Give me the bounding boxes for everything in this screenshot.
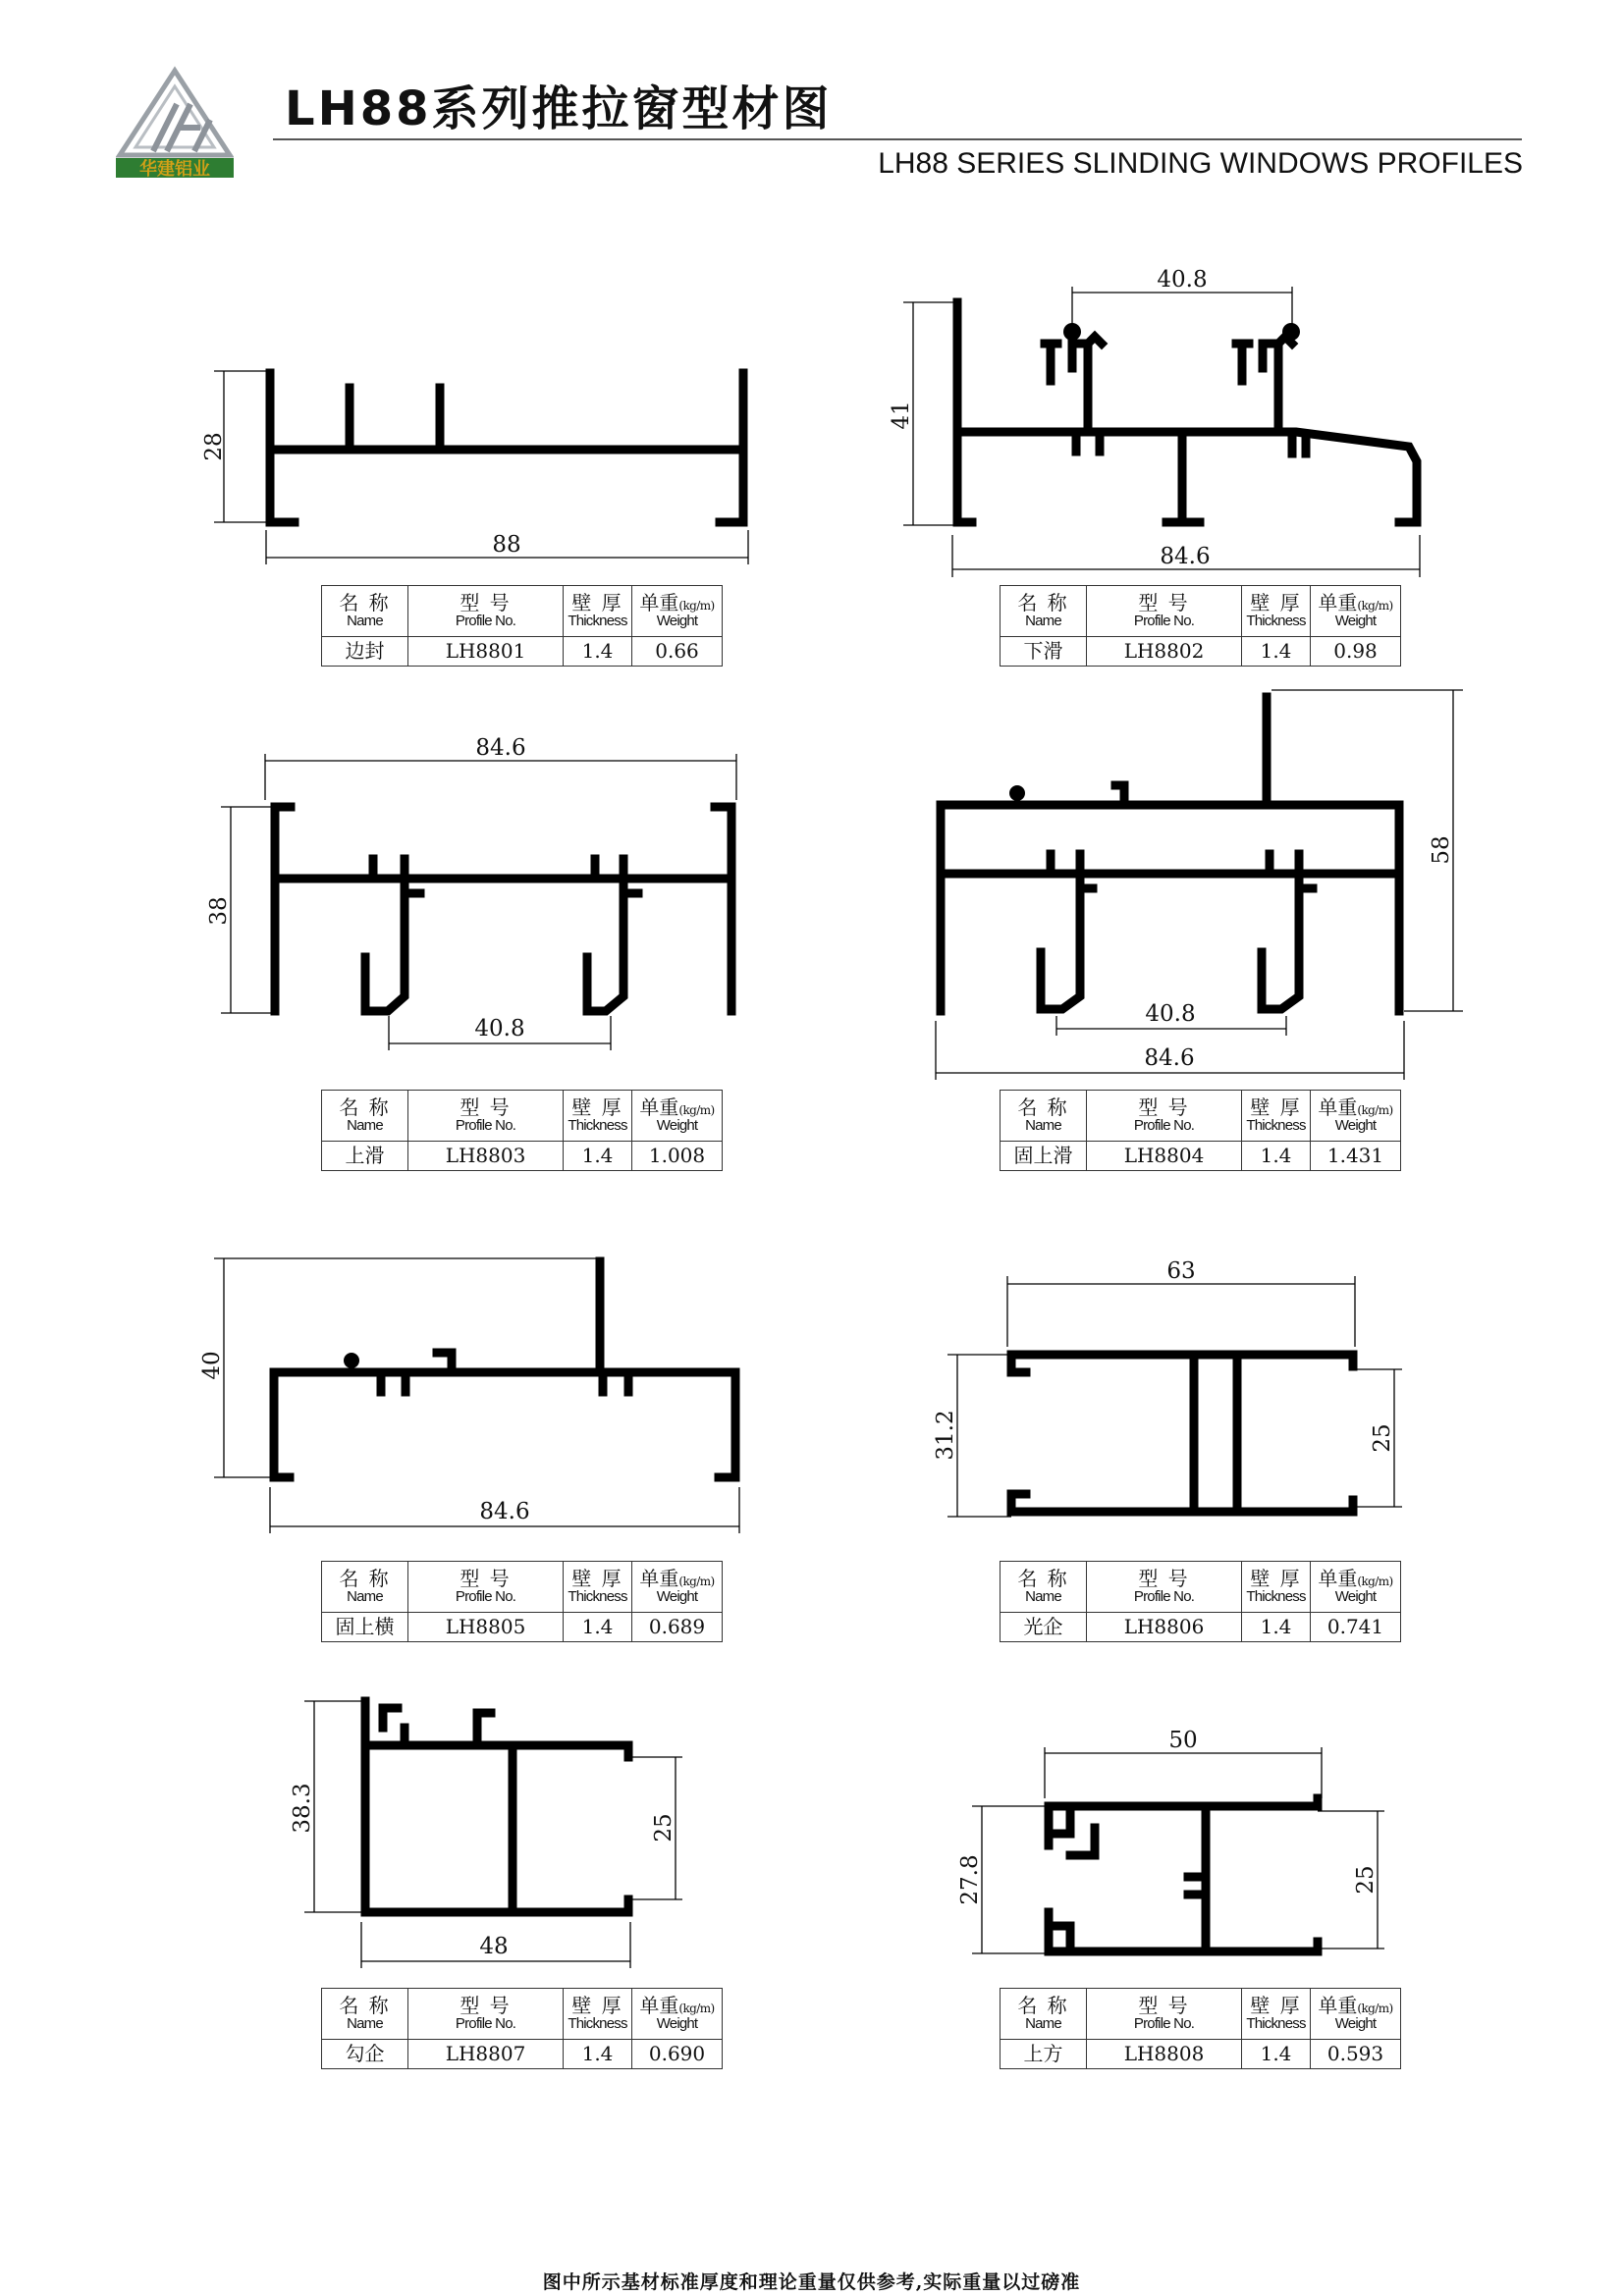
profile-number: LH8803 — [408, 1142, 564, 1171]
header-weight-unit: (kg/m) — [678, 599, 715, 614]
table-row — [322, 1613, 723, 1642]
page-title: LH88系列推拉窗型材图 — [285, 81, 833, 136]
header-thickness-en: Thickness — [568, 1117, 627, 1135]
header-weight-cn: 单重 — [1318, 1567, 1358, 1591]
profile-number: LH8806 — [1087, 1613, 1242, 1642]
header-profile-en: Profile No. — [1133, 2015, 1195, 2033]
header-weight-unit: (kg/m) — [1357, 599, 1393, 614]
dim-height: 58 — [1429, 835, 1454, 865]
header-weight-unit: (kg/m) — [678, 2002, 715, 2016]
header-thickness — [1242, 1989, 1311, 2040]
header-profile-cn: 型 号 — [460, 1994, 512, 2018]
header-profile — [408, 1091, 564, 1142]
header-weight-en: Weight — [656, 2015, 698, 2033]
dim-width: 84.6 — [1160, 544, 1211, 569]
profile-thickness: 1.4 — [564, 1142, 632, 1171]
dim-height: 27.8 — [957, 1854, 983, 1905]
profile-drawing-lh8803 — [206, 735, 736, 1050]
header-profile — [1087, 586, 1242, 637]
profile-name: 勾企 — [322, 2040, 408, 2069]
header-name — [322, 1091, 408, 1142]
header-weight — [1311, 1562, 1401, 1613]
profile-weight: 0.741 — [1311, 1613, 1401, 1642]
header-name-cn: 名 称 — [1017, 591, 1069, 615]
header-weight-unit: (kg/m) — [1357, 1575, 1393, 1589]
dim-height: 38 — [206, 896, 232, 926]
dim-height: 28 — [201, 432, 227, 461]
footer-note: 图中所示基材标准厚度和理论重量仅供参考,实际重量以过磅准 — [542, 2271, 1081, 2293]
dim-width: 84.6 — [1144, 1045, 1195, 1071]
profile-number: LH8801 — [408, 637, 564, 667]
profile-drawing-lh8805 — [199, 1258, 739, 1533]
profile-number: LH8804 — [1087, 1142, 1242, 1171]
profile-thickness: 1.4 — [1242, 1613, 1311, 1642]
header-weight-unit: (kg/m) — [678, 1575, 715, 1589]
header-profile-en: Profile No. — [455, 1117, 516, 1135]
profile-name: 固上横 — [322, 1613, 408, 1642]
header-profile-cn: 型 号 — [1138, 1567, 1190, 1591]
profile-number: LH8808 — [1087, 2040, 1242, 2069]
profile-number: LH8802 — [1087, 637, 1242, 667]
header-weight — [1311, 1091, 1401, 1142]
header-thickness — [1242, 1091, 1311, 1142]
header-thickness-cn: 壁 厚 — [571, 1567, 623, 1591]
dim-rail-spacing: 40.8 — [1145, 1001, 1196, 1027]
spec-table-lh8808 — [1000, 1988, 1401, 2069]
header-weight-en: Weight — [1334, 1588, 1377, 1606]
header-profile — [408, 1989, 564, 2040]
spec-table-lh8805 — [321, 1561, 723, 1642]
header-weight — [632, 586, 723, 637]
header-weight-cn: 单重 — [639, 591, 679, 615]
header-weight-unit: (kg/m) — [678, 1103, 715, 1118]
dim-height: 40 — [199, 1351, 225, 1380]
header-weight-en: Weight — [1334, 613, 1377, 630]
header-profile-cn: 型 号 — [1138, 1994, 1190, 2018]
header-weight-en: Weight — [656, 613, 698, 630]
header-name-en: Name — [1025, 613, 1061, 630]
header-weight-cn: 单重 — [639, 1567, 679, 1591]
header-name — [1001, 586, 1087, 637]
header-thickness-cn: 壁 厚 — [1250, 591, 1302, 615]
header-thickness-cn: 壁 厚 — [571, 1994, 623, 2018]
header-name — [322, 586, 408, 637]
header-thickness-cn: 壁 厚 — [1250, 1567, 1302, 1591]
header-name-cn: 名 称 — [339, 1095, 391, 1120]
header-profile-cn: 型 号 — [1138, 1095, 1190, 1120]
dim-width: 84.6 — [479, 1499, 530, 1524]
header-weight-en: Weight — [656, 1588, 698, 1606]
header-name-en: Name — [1025, 1117, 1061, 1135]
spec-table-lh8803 — [321, 1090, 723, 1171]
profile-number: LH8807 — [408, 2040, 564, 2069]
header-profile-en: Profile No. — [455, 613, 516, 630]
dim-rail-spacing: 40.8 — [474, 1016, 525, 1041]
header-weight-en: Weight — [656, 1117, 698, 1135]
header-profile-en: Profile No. — [1133, 1588, 1195, 1606]
table-row — [322, 2040, 723, 2069]
header-thickness-cn: 壁 厚 — [1250, 1994, 1302, 2018]
profile-drawing-lh8808 — [957, 1728, 1384, 1953]
header-weight — [1311, 586, 1401, 637]
header-profile — [408, 586, 564, 637]
header-name-cn: 名 称 — [1017, 1095, 1069, 1120]
dim-inner-height: 25 — [1370, 1423, 1395, 1453]
header-name-cn: 名 称 — [339, 1567, 391, 1591]
header-name — [322, 1989, 408, 2040]
profile-weight: 1.008 — [632, 1142, 723, 1171]
profile-drawing-lh8807 — [290, 1701, 682, 1968]
profile-name: 下滑 — [1001, 637, 1087, 667]
profile-weight: 0.98 — [1311, 637, 1401, 667]
header-profile-en: Profile No. — [455, 1588, 516, 1606]
dim-height: 41 — [889, 400, 914, 430]
header-name-en: Name — [347, 613, 383, 630]
header-thickness-cn: 壁 厚 — [571, 1095, 623, 1120]
header-thickness-en: Thickness — [1246, 2015, 1306, 2033]
header-thickness-en: Thickness — [568, 613, 627, 630]
profile-thickness: 1.4 — [564, 2040, 632, 2069]
header-thickness-cn: 壁 厚 — [571, 591, 623, 615]
header-weight-cn: 单重 — [639, 1095, 679, 1120]
header-profile-en: Profile No. — [1133, 613, 1195, 630]
header-profile — [1087, 1091, 1242, 1142]
header-thickness-en: Thickness — [1246, 1117, 1306, 1135]
header-thickness-en: Thickness — [568, 2015, 627, 2033]
table-row — [1001, 1142, 1401, 1171]
dim-inner-height: 25 — [1353, 1865, 1379, 1895]
dim-width: 48 — [479, 1934, 509, 1959]
spec-table-lh8806 — [1000, 1561, 1401, 1642]
header-weight — [632, 1989, 723, 2040]
header-profile-cn: 型 号 — [460, 1095, 512, 1120]
header-thickness — [1242, 1562, 1311, 1613]
profile-weight: 0.66 — [632, 637, 723, 667]
profile-drawing-lh8804 — [936, 690, 1463, 1080]
header-weight — [632, 1091, 723, 1142]
header-name — [1001, 1562, 1087, 1613]
header-thickness — [1242, 586, 1311, 637]
profile-name: 固上滑 — [1001, 1142, 1087, 1171]
page-subtitle: LH88 SERIES SLINDING WINDOWS PROFILES — [878, 147, 1523, 180]
table-row — [1001, 2040, 1401, 2069]
header-thickness-en: Thickness — [1246, 1588, 1306, 1606]
header-weight-cn: 单重 — [1318, 1095, 1358, 1120]
dim-width: 63 — [1166, 1258, 1196, 1284]
header-weight-unit: (kg/m) — [1357, 1103, 1393, 1118]
header-thickness — [564, 1091, 632, 1142]
profile-weight: 0.689 — [632, 1613, 723, 1642]
profile-name: 边封 — [322, 637, 408, 667]
header-thickness — [564, 1562, 632, 1613]
logo-text: 华建铝业 — [139, 159, 210, 180]
header-weight-en: Weight — [1334, 2015, 1377, 2033]
header-name — [1001, 1091, 1087, 1142]
header-profile-cn: 型 号 — [1138, 591, 1190, 615]
table-row — [322, 637, 723, 667]
table-row — [1001, 1613, 1401, 1642]
profile-name: 上滑 — [322, 1142, 408, 1171]
header-name-en: Name — [1025, 2015, 1061, 2033]
profile-thickness: 1.4 — [1242, 2040, 1311, 2069]
header-name-en: Name — [347, 2015, 383, 2033]
header-name-cn: 名 称 — [1017, 1567, 1069, 1591]
dim-height: 38.3 — [290, 1783, 315, 1834]
profile-number: LH8805 — [408, 1613, 564, 1642]
profile-name: 上方 — [1001, 2040, 1087, 2069]
header-weight-cn: 单重 — [639, 1994, 679, 2018]
header-weight — [1311, 1989, 1401, 2040]
profile-thickness: 1.4 — [564, 1613, 632, 1642]
table-row — [1001, 637, 1401, 667]
header-thickness-cn: 壁 厚 — [1250, 1095, 1302, 1120]
profile-name: 光企 — [1001, 1613, 1087, 1642]
profile-thickness: 1.4 — [1242, 637, 1311, 667]
profile-weight: 1.431 — [1311, 1142, 1401, 1171]
dim-height: 31.2 — [933, 1410, 958, 1461]
spec-table-lh8801 — [321, 585, 723, 667]
header-name-cn: 名 称 — [1017, 1994, 1069, 2018]
profile-thickness: 1.4 — [1242, 1142, 1311, 1171]
spec-table-lh8804 — [1000, 1090, 1401, 1171]
header-thickness-en: Thickness — [568, 1588, 627, 1606]
spec-table-lh8807 — [321, 1988, 723, 2069]
dim-rail-spacing: 40.8 — [1157, 267, 1208, 293]
header-name-en: Name — [1025, 1588, 1061, 1606]
header-weight-cn: 单重 — [1318, 591, 1358, 615]
header-profile-en: Profile No. — [455, 2015, 516, 2033]
header-weight-en: Weight — [1334, 1117, 1377, 1135]
header-weight-cn: 单重 — [1318, 1994, 1358, 2018]
header-weight-unit: (kg/m) — [1357, 2002, 1393, 2016]
header-name-cn: 名 称 — [339, 591, 391, 615]
header-thickness — [564, 1989, 632, 2040]
header-name-cn: 名 称 — [339, 1994, 391, 2018]
profile-drawing-lh8802 — [889, 267, 1420, 577]
dim-width: 50 — [1168, 1728, 1198, 1753]
profile-drawing-lh8806 — [933, 1258, 1402, 1517]
header-profile — [1087, 1562, 1242, 1613]
header-profile — [1087, 1989, 1242, 2040]
profile-thickness: 1.4 — [564, 637, 632, 667]
profile-weight: 0.690 — [632, 2040, 723, 2069]
header-name-en: Name — [347, 1588, 383, 1606]
header-thickness — [564, 586, 632, 637]
header-name — [322, 1562, 408, 1613]
header-thickness-en: Thickness — [1246, 613, 1306, 630]
profile-drawing-lh8801 — [201, 371, 748, 564]
spec-table-lh8802 — [1000, 585, 1401, 667]
dim-width: 88 — [492, 532, 521, 558]
header-weight — [632, 1562, 723, 1613]
header-profile-cn: 型 号 — [460, 1567, 512, 1591]
header-name — [1001, 1989, 1087, 2040]
table-row — [322, 1142, 723, 1171]
header-profile-cn: 型 号 — [460, 591, 512, 615]
header-profile-en: Profile No. — [1133, 1117, 1195, 1135]
header-profile — [408, 1562, 564, 1613]
header-name-en: Name — [347, 1117, 383, 1135]
dim-width: 84.6 — [475, 735, 526, 761]
dim-inner-height: 25 — [651, 1813, 676, 1842]
profile-weight: 0.593 — [1311, 2040, 1401, 2069]
